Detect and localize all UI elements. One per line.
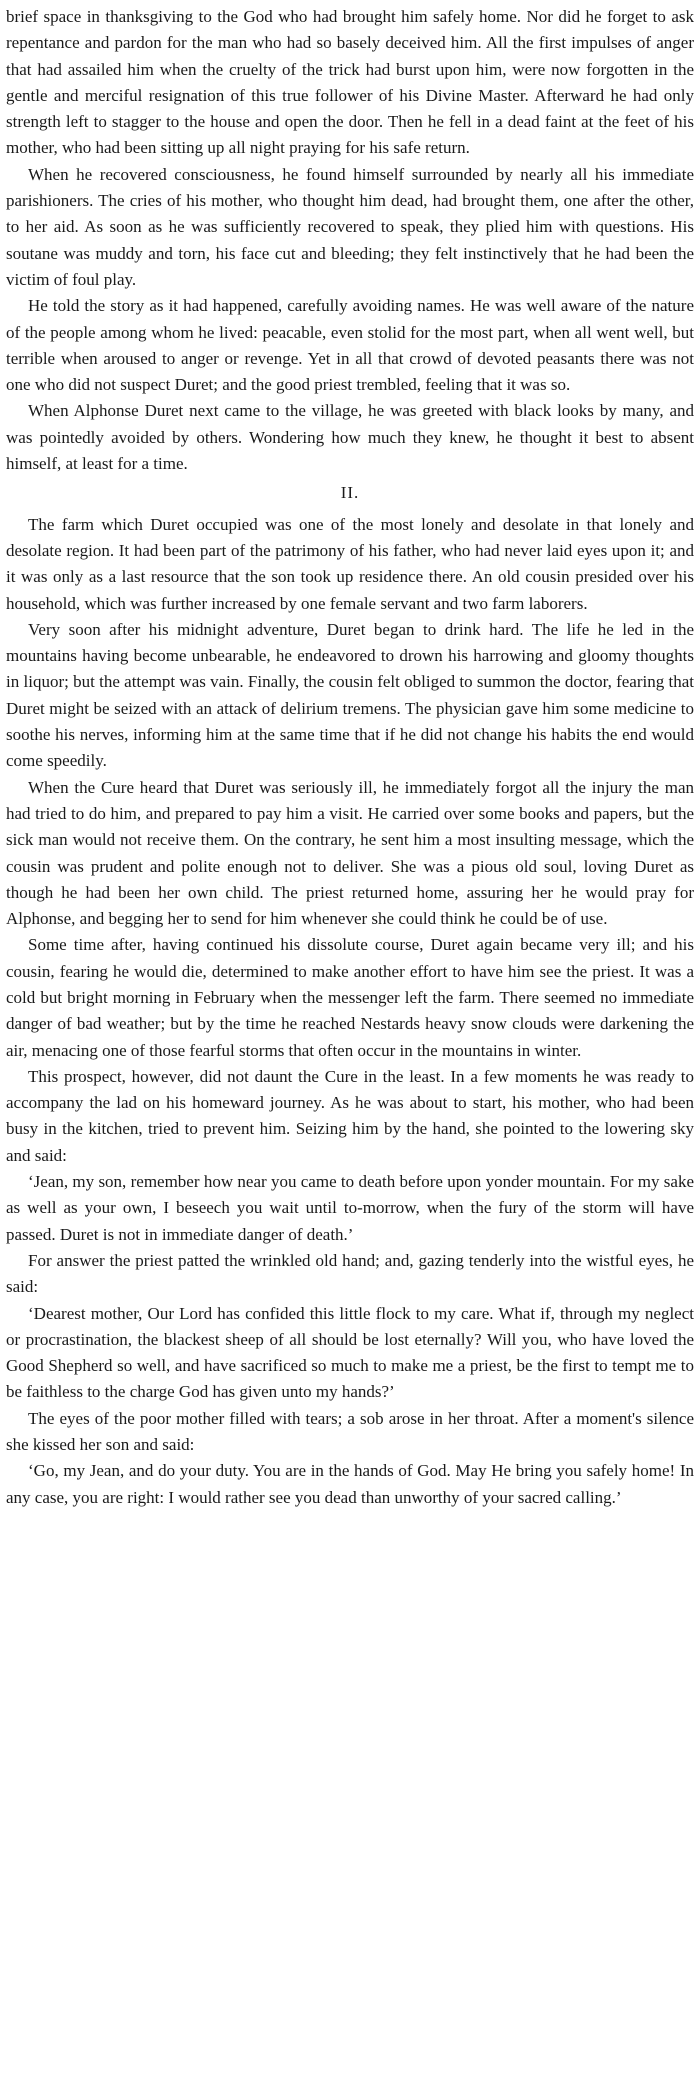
quote-mother-plea: ‘Jean, my son, remember how near you came to death before upon yonder mountain. For my sake as well as your own, I beseech you wait until to-morrow, when the fury of the storm will have passed. Duret is not in immediate danger of death.’: [6, 1172, 694, 1244]
paragraph-thanksgiving: brief space in thanksgiving to the God who had brought him safely home. Nor did he forget to ask repentance and pardon for the man who had so basely deceived him. All the first impulses of anger that had assailed him when the cruelty of the trick had burst upon him, were now forgotten in the gentle and merciful resignation of this true follower of his Divine Master. Afterward he had only strength left to stagger to the house and open the door. Then he fell in a dead faint at the feet of his mother, who had been sitting up all night praying for his safe return.: [6, 7, 694, 158]
paragraph-duret-avoided: When Alphonse Duret next came to the village, he was greeted with black looks by many, and was pointedly avoided by others. Wondering how much they knew, he thought it best to absent himself, at least for a time.: [6, 401, 694, 474]
section-heading: II.: [340, 483, 360, 503]
paragraph-for-answer: For answer the priest patted the wrinkled old hand; and, gazing tenderly into the wistful eyes, he said:: [6, 1250, 694, 1297]
paragraph-cure-visit: When the Cure heard that Duret was seriously ill, he immediately forgot all the injury the man had tried to do him, and prepared to pay him a visit. He carried over some books and papers, but the sick man would not receive them. On the contrary, he sent him a most insulting message, which the cousin was prudent and polite enough not to deliver. She was a pious old soul, loving Duret as though he had been her own child. The priest returned home, assuring her he would pray for Alphonse, and begging her to send for him whenever she could think he could be of use.: [6, 777, 694, 929]
paragraph-the-farm: The farm which Duret occupied was one of the most lonely and desolate in that lonely and desolate region. It had been part of the patrimony of his father, who had never laid eyes upon it; and it was only as a last resource that the son took up residence there. An old cousin presided over his household, which was further increased by one female servant and two farm laborers.: [6, 514, 694, 613]
quote-go-my-jean: ‘Go, my Jean, and do your duty. You are in the hands of God. May He bring you safely home! In any case, you are right: I would rather see you dead than unworthy of your sacred calling.’: [6, 1461, 694, 1507]
paragraph-drink-hard: Very soon after his midnight adventure, Duret began to drink hard. The life he led in the mountains having become unbearable, he endeavored to drown his harrowing and gloomy thoughts in liquor; but the attempt was vain. Finally, the cousin felt obliged to summon the doctor, fearing that Duret might be seized with an attack of delirium tremens. The physician gave him some medicine to soothe his nerves, informing him at the same time that if he did not change his habits the end would come speedily.: [6, 619, 694, 771]
paragraph-prospect: This prospect, however, did not daunt the Cure in the least. In a few moments he was ready to accompany the lad on his homeward journey. As he was about to start, his mother, who had been busy in the kitchen, tried to prevent him. Seizing him by the hand, she pointed to the lowering sky and said:: [6, 1066, 694, 1165]
quote-dearest-mother: ‘Dearest mother, Our Lord has confided this little flock to my care. What if, through my neglect or procrastination, the blackest sheep of all should be lost eternally? Will you, who have loved the Good Shepherd so well, and have sacrificed so much to make me a priest, be the first to tempt me to be faithless to the charge God has given unto my hands?’: [6, 1303, 694, 1402]
paragraph-mother-tears: The eyes of the poor mother filled with tears; a sob arose in her throat. After a moment's silence she kissed her son and said:: [6, 1408, 694, 1455]
paragraph-recovered-consciousness: When he recovered consciousness, he found himself surrounded by nearly all his immediate parishioners. The cries of his mother, who thought him dead, had brought them, one after the other, to her aid. As soon as he was sufficiently recovered to speak, they plied him with questions. His soutane was muddy and torn, his face cut and bleeding; they felt instinctively that he had been the victim of foul play.: [6, 164, 694, 289]
paragraph-told-the-story: He told the story as it had happened, carefully avoiding names. He was well aware of the nature of the people among whom he lived: peacable, even stolid for the most part, when all went well, but terrible when aroused to anger or revenge. Yet in all that crowd of devoted peasants there was not one who did not suspect Duret; and the good priest trembled, feeling that it was so.: [6, 296, 694, 395]
paragraph-very-ill-again: Some time after, having continued his dissolute course, Duret again became very ill; and his cousin, fearing he would die, determined to make another effort to have him see the priest. It was a cold but bright morning in February when the messenger left the farm. There seemed no immediate danger of bad weather; but by the time he reached Nestards heavy snow clouds were darkening the air, menacing one of those fearful storms that often occur in the mountains in winter.: [6, 935, 694, 1060]
text-column: [6, 4, 694, 1511]
